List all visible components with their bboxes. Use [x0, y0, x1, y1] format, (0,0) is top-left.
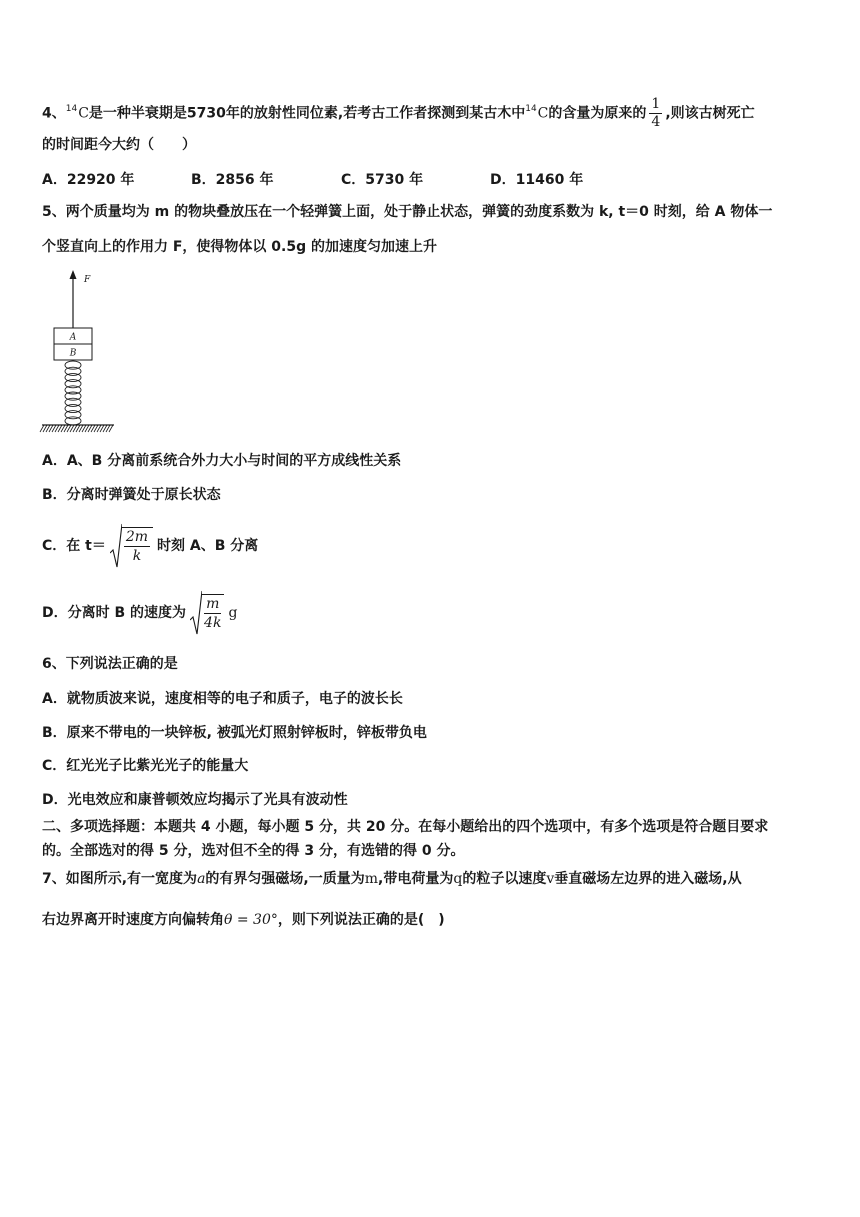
q4-number: 4、	[42, 105, 66, 122]
deflection-angle: θ = 30°	[224, 912, 278, 928]
q5-option-c	[42, 522, 258, 570]
force-arrow-head	[70, 270, 77, 279]
q5-option-c-prefix: C．在 t＝	[42, 538, 106, 554]
q5-option-b: B．分离时弹簧处于原长状态	[42, 487, 221, 503]
q4-text: 的含量为原来的	[548, 105, 647, 122]
element-symbol: C	[78, 105, 89, 122]
fraction-numerator: 1	[651, 96, 661, 112]
q5-option-a: A．A、B 分离前系统合外力大小与时间的平方成线性关系	[42, 453, 402, 469]
radicand-numerator: 2m	[125, 529, 149, 545]
radicand-fraction	[201, 594, 224, 632]
q4-text: ,则该古树死亡	[665, 105, 755, 122]
q5-stem-line1: 5、两个质量均为 m 的物块叠放压在一个轻弹簧上面，处于静止状态，弹簧的劲度系数为 k, t＝0 时刻，给 A 物体一	[42, 204, 773, 220]
ground-hatching	[40, 425, 113, 432]
force-label: F	[84, 275, 91, 285]
variable-v: v	[546, 871, 555, 887]
q4-option-d: D．11460 年	[490, 172, 584, 188]
q5-option-d-prefix: D．分离时 B 的速度为	[42, 605, 187, 621]
element-symbol: C	[537, 105, 549, 122]
fraction-denominator: 4	[651, 114, 661, 130]
variable-a: a	[197, 871, 206, 887]
q6-option-b: B．原来不带电的一块锌板, 被弧光灯照射锌板时，锌板带负电	[42, 725, 427, 741]
q6-option-d: D．光电效应和康普顿效应均揭示了光具有波动性	[42, 792, 348, 808]
spring-coil	[65, 417, 81, 425]
sqrt-expression	[110, 523, 153, 569]
q4-text: 是一种半衰期是5730年的放射性同位素,若考古工作者探测到某古木中	[88, 105, 526, 122]
q4-option-b: B．2856 年	[191, 172, 274, 188]
q5-option-d	[42, 589, 237, 637]
section2-instructions-line2: 的。全部选对的得 5 分，选对但不全的得 3 分，有选错的得 0 分。	[42, 843, 465, 859]
radicand-fraction	[121, 527, 153, 565]
q4-stem-line2: 的时间距今大约（ ）	[42, 137, 196, 153]
q4-option-a: A．22920 年	[42, 172, 135, 188]
q7-text: ，则下列说法正确的是( )	[277, 912, 445, 928]
q7-text: 右边界离开时速度方向偏转角	[42, 912, 224, 928]
q5-option-c-suffix: 时刻 A、B 分离	[157, 538, 259, 554]
q6-stem: 6、下列说法正确的是	[42, 656, 178, 672]
block-a-label: A	[69, 332, 77, 343]
q7-stem-line1	[42, 870, 742, 888]
block-b-label: B	[69, 348, 77, 359]
radicand-denominator: k	[132, 548, 142, 564]
fraction-one-quarter	[649, 96, 662, 131]
q7-text: ,带电荷量为	[378, 871, 454, 887]
q7-text: 的粒子以速度	[462, 871, 547, 887]
q7-stem-line2	[42, 911, 445, 929]
isotope-mass-number: 14	[65, 103, 78, 114]
spring-coils	[65, 361, 81, 425]
q5-stem-line2: 个竖直向上的作用力 F，使得物体以 0.5g 的加速度匀加速上升	[42, 239, 438, 255]
q7-text: 7、如图所示,有一宽度为	[42, 871, 198, 887]
q6-option-a: A．就物质波来说，速度相等的电子和质子，电子的波长长	[42, 691, 403, 707]
variable-m: m	[364, 871, 379, 887]
isotope-mass-number: 14	[525, 103, 537, 114]
q5-option-d-suffix: g	[228, 605, 238, 621]
q4-option-c: C．5730 年	[341, 172, 424, 188]
spring-blocks-diagram	[38, 268, 118, 438]
q4-stem-line1	[42, 96, 755, 131]
variable-q: q	[453, 871, 463, 887]
radicand-denominator: 4k	[204, 615, 222, 631]
q6-option-c: C．红光光子比紫光光子的能量大	[42, 758, 249, 774]
sqrt-expression	[190, 590, 224, 636]
q7-text: 的有界匀强磁场,一质量为	[205, 871, 365, 887]
radicand-numerator: m	[206, 596, 220, 612]
section2-instructions-line1: 二、多项选择题：本题共 4 小题，每小题 5 分，共 20 分。在每小题给出的四个选项中，有多个选项是符合题目要求	[42, 819, 769, 835]
q7-text: 垂直磁场左边界的进入磁场,从	[554, 871, 742, 887]
